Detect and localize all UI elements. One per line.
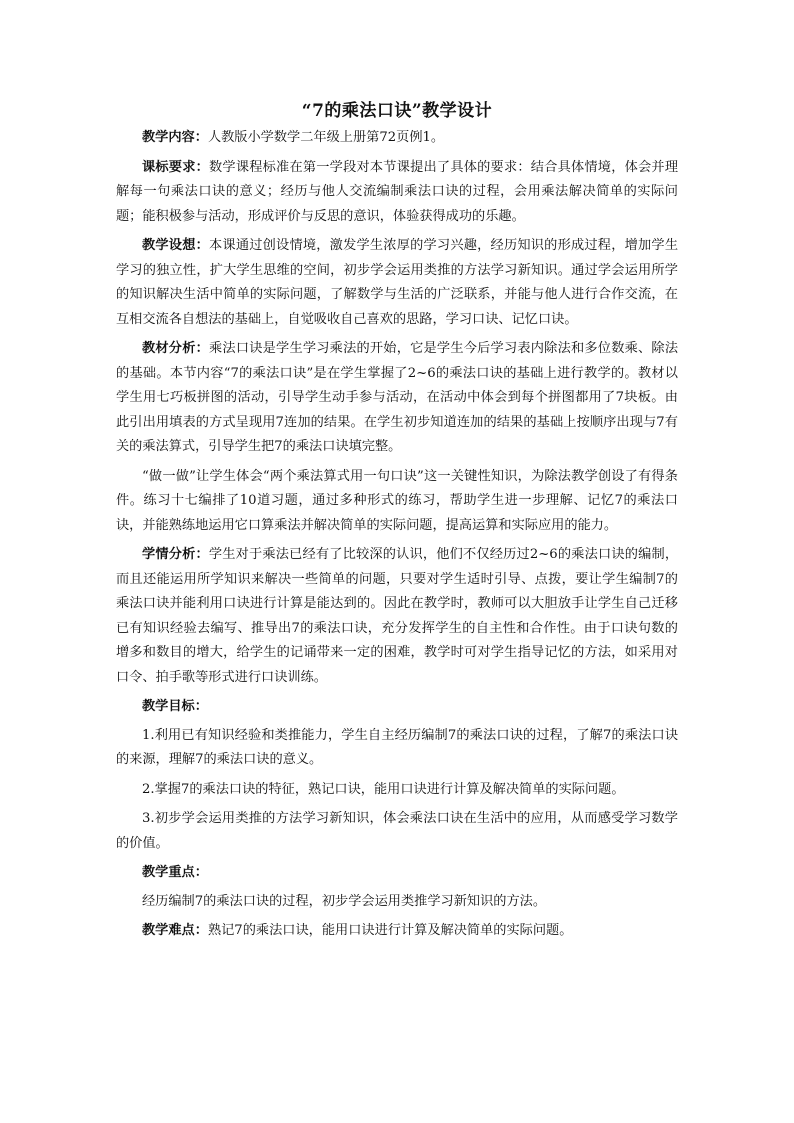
material-paragraph	[116, 337, 678, 460]
material-text: 乘法口诀是学生学习乘法的开始，它是学生今后学习表内除法和多位数乘、除法的基础。本节内容“7的乘法口诀”是在学生掌握了2~6的乘法口诀的基础上进行教学的。教材以学生用七巧板拼图的活动，引导学生动手参与活动，在活动中体会到每个拼图都用了7块板。由此引出用填表的方式呈现用7连加的结果。在学生初步知道连加的结果的基础上按顺序出现与7有关的乘法算式，引导学生把7的乘法口诀填完整。	[116, 341, 679, 454]
goals-heading: 教学目标：	[142, 699, 208, 714]
document-page	[116, 96, 678, 949]
key-heading: 教学重点：	[142, 865, 208, 880]
difficulty-text: 熟记7的乘法口诀，能用口诀进行计算及解决简单的实际问题。	[207, 923, 573, 938]
material-paragraph-2: “做一做”让学生体会“两个乘法算式用一句口诀”这一关键性知识，为除法教学创设了有得条件。练习十七编排了10道习题，通过多种形式的练习，帮助学生进一步理解、记忆7的乘法口诀，并能熟练地运用它口算乘法并解决简单的实际问题，提高运算和实际应用的能力。	[116, 468, 678, 533]
content-text: 人教版小学数学二年级上册第72页例1。	[207, 130, 445, 145]
page-title: “7的乘法口诀”教学设计	[301, 101, 493, 121]
students-text: 学生对于乘法已经有了比较深的认识，他们不仅经历过2~6的乘法口诀的编制，而且还能运用所学知识来解决一些简单的问题，只要对学生适时引导、点拨，要让学生编制7的乘法口诀并能利用口诀进行计算是能达到的。因此在教学时，教师可以大胆放手让学生自己迁移已有知识经验去编写、推导出7的乘法口诀，充分发挥学生的自主性和合作性。由于口诀句数的增多和数目的增大，给学生的记诵带来一定的困难，教学时可对学生指导记忆的方法，如采用对口令、拍手歌等形式进行口诀训练。	[116, 547, 679, 685]
goal-item-2: 2.掌握7的乘法口诀的特征，熟记口诀，能用口诀进行计算及解决简单的实际问题。	[142, 781, 625, 797]
standard-paragraph	[116, 156, 678, 230]
goal-item-3: 3.初步学会运用类推的方法学习新知识，体会乘法口诀在生活中的应用，从而感受学习数学的价值。	[116, 811, 678, 851]
concept-label: 教学设想：	[142, 238, 210, 253]
students-paragraph	[116, 543, 678, 690]
content-paragraph	[116, 126, 678, 151]
concept-paragraph	[116, 234, 678, 332]
material-label: 教材分析：	[142, 341, 210, 356]
content-label: 教学内容：	[142, 130, 208, 145]
students-label: 学情分析：	[142, 547, 209, 562]
concept-text: 本课通过创设情境，激发学生浓厚的学习兴趣，经历知识的形成过程，增加学生学习的独立性，扩大学生思维的空间，初步学会运用类推的方法学习新知识。通过学会运用所学的知识解决生活中简单的实际问题，了解数学与生活的广泛联系，并能与他人进行合作交流，在互相交流各自想法的基础上，自觉吸收自己喜欢的思路，学习口诀、记忆口诀。	[116, 238, 679, 327]
difficulty-paragraph	[116, 919, 678, 944]
difficulty-label: 教学难点：	[142, 923, 208, 938]
key-text: 经历编制7的乘法口诀的过程，初步学会运用类推学习新知识的方法。	[142, 893, 547, 909]
standard-text: 数学课程标准在第一学段对本节课提出了具体的要求：结合具体情境，体会并理解每一句乘法口诀的意义；经历与他人交流编制乘法口诀的过程，会用乘法解决简单的实际问题；能积极参与活动，形成评价与反思的意识，体验获得成功的乐趣。	[116, 159, 679, 224]
goal-item-1: 1.利用已有知识经验和类推能力，学生自主经历编制7的乘法口诀的过程，了解7的乘法口诀的来源，理解7的乘法口诀的意义。	[116, 727, 678, 767]
standard-label: 课标要求：	[142, 159, 210, 175]
